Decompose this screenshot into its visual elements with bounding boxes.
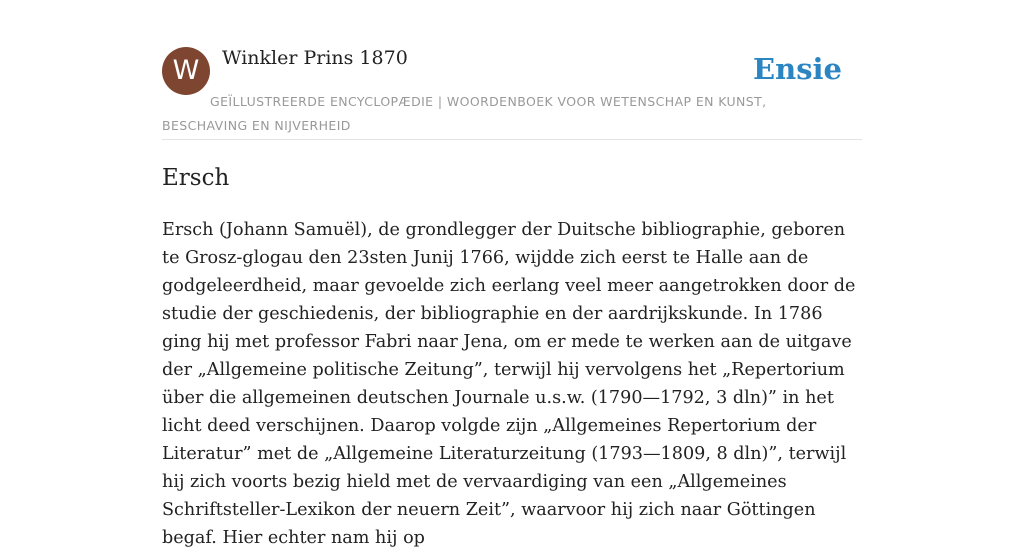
article-body: Ersch (Johann Samuël), de grondlegger der Duitsche bibliographie, geboren te Grosz-glogau den 23sten Junij 1766, wijdde zich eerst te Halle aan de godgeleerdheid, maar gevoelde zich eerlang veel meer aangetrokken door de studie der geschiedenis, der bibliographie en der aardrijkskunde. In 1786 ging hij met professor Fabri naar Jena, om er mede te werken aan de uitgave der „Allgemeine politische Zeitung”, terwijl hij vervolgens het „Repertorium über die allgemeinen deutschen Journale u.s.w. (1790—1792, 3 dln)” in het licht deed verschijnen. Daarop volgde zijn „Allgemeines Repertorium der Literatur” met de „Allgemeine Literaturzeitung (1793—1809, 8 dln)”, terwijl hij zich voorts bezig hield met de vervaardiging van een „Allgemeines Schriftsteller-Lexikon der neuern Zeit”, waarvoor hij zich naar Göttingen begaf. Hier echter nam hij op xyxy=(162,220,856,548)
publication-description: GEÏLLUSTREERDE ENCYCLOPÆDIE | WOORDENBOEK VOOR WETENSCHAP EN KUNST, BESCHAVING EN NIJVERHEID xyxy=(162,94,767,133)
article-title: Ersch xyxy=(162,165,230,191)
brand-logo[interactable]: Ensie xyxy=(753,52,842,86)
publication-title[interactable]: Winkler Prins 1870 xyxy=(222,47,408,69)
publication-header xyxy=(162,46,862,140)
avatar[interactable]: W xyxy=(162,47,210,95)
page xyxy=(162,0,862,548)
